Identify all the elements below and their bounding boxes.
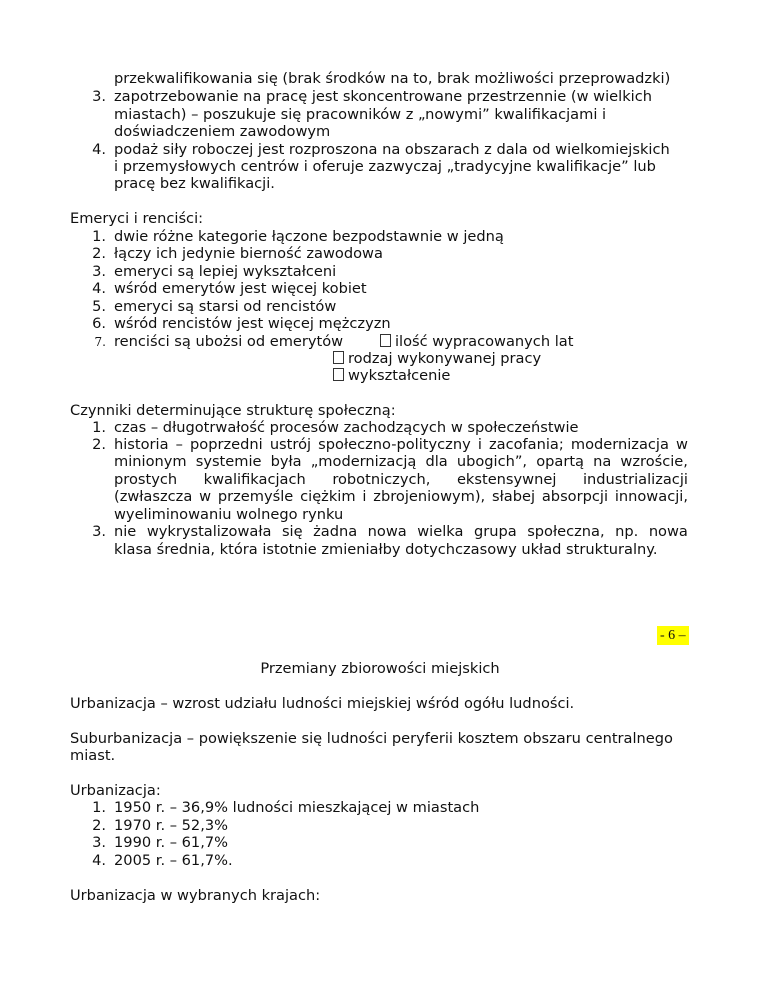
urbanizacja-heading: Urbanizacja: — [70, 782, 161, 799]
definition-suburbanizacja-line: miast. — [70, 747, 116, 764]
list-item: 2005 r. – 61,7%. — [114, 852, 233, 869]
list-number: 2. — [92, 245, 106, 262]
list-item: 1970 r. – 52,3% — [114, 817, 229, 834]
list-item-line: nie wykrystalizowała się żadna nowa wielka grupa społeczna, np. nowa — [114, 523, 688, 540]
page-number: - 6 – — [657, 626, 689, 645]
list-number: 3. — [92, 263, 106, 280]
list-item-line: miastach) – poszukuje się pracowników z „nowymi” kwalifikacjami i — [114, 106, 607, 123]
list-item: wśród emerytów jest więcej kobiet — [114, 280, 367, 297]
factor-item — [333, 350, 541, 368]
list-item-line: minionym systemie była „modernizacją dla ubogich”, opartą na wzroście, — [114, 453, 688, 470]
list-number: 2. — [92, 817, 106, 834]
list-number: 6. — [92, 315, 106, 332]
list-number: 3. — [92, 834, 106, 851]
list-number: 1. — [92, 419, 106, 436]
list-item-continuation: przekwalifikowania się (brak środków na to, brak możliwości przeprowadzki) — [114, 70, 671, 87]
list-item-line: pracę bez kwalifikacji. — [114, 175, 275, 192]
list-item-line: zapotrzebowanie na pracę jest skoncentrowane przestrzennie (w wielkich — [114, 88, 652, 105]
list-item-line: (zwłaszcza w przemyśle ciężkim i zbrojeniowym), słabej absorpcji innowacji, — [114, 488, 688, 505]
section-heading-emeryci: Emeryci i renciści: — [70, 210, 204, 227]
list-number: 1. — [92, 228, 106, 245]
list-number: 5. — [92, 298, 106, 315]
section-heading-czynniki: Czynniki determinujące strukturę społeczną: — [70, 402, 396, 419]
list-item-line: podaż siły roboczej jest rozproszona na obszarach z dala od wielkomiejskich — [114, 141, 670, 158]
arrow-glyph-icon — [333, 368, 344, 381]
list-number: 4. — [92, 141, 106, 158]
list-number: 3. — [92, 88, 106, 105]
factor-text: wykształcenie — [348, 367, 451, 384]
list-number: 2. — [92, 436, 106, 453]
list-item-line: wyeliminowaniu wolnego rynku — [114, 506, 344, 523]
definition-urbanizacja: Urbanizacja – wzrost udziału ludności miejskiej wśród ogółu ludności. — [70, 695, 575, 712]
list-item-line: klasa średnia, która istotnie zmieniałby dotychczasowy układ strukturalny. — [114, 541, 658, 558]
arrow-glyph-icon — [333, 351, 344, 364]
list-number: 4. — [92, 852, 106, 869]
arrow-glyph-icon — [380, 334, 391, 347]
factor-item — [380, 333, 573, 351]
list-item: czas – długotrwałość procesów zachodzących w społeczeństwie — [114, 419, 579, 436]
factor-text: ilość wypracowanych lat — [395, 333, 574, 350]
list-item: łączy ich jedynie bierność zawodowa — [114, 245, 383, 262]
list-item-line: historia – poprzedni ustrój społeczno-polityczny i zacofania; modernizacja w — [114, 436, 688, 453]
list-item: dwie różne kategorie łączone bezpodstawnie w jedną — [114, 228, 504, 245]
definition-suburbanizacja-line: Suburbanizacja – powiększenie się ludności peryferii kosztem obszaru centralnego — [70, 730, 673, 747]
list-item-line: prostych kwalifikacjach robotniczych, ekstensywnej industrializacji — [114, 471, 688, 488]
factor-text: rodzaj wykonywanej pracy — [348, 350, 542, 367]
list-item-line: i przemysłowych centrów i oferuje zazwyczaj „tradycyjne kwalifikacje” lub — [114, 158, 656, 175]
list-number: 1. — [92, 799, 106, 816]
list-item: renciści są ubożsi od emerytów — [114, 333, 344, 350]
list-item: emeryci są starsi od rencistów — [114, 298, 337, 315]
list-number: 4. — [92, 280, 106, 297]
list-number: 7. — [94, 335, 106, 349]
list-item: wśród rencistów jest więcej mężczyzn — [114, 315, 391, 332]
list-item: emeryci są lepiej wykształceni — [114, 263, 337, 280]
list-item-line: doświadczeniem zawodowym — [114, 123, 331, 140]
countries-heading: Urbanizacja w wybranych krajach: — [70, 887, 321, 904]
section-title: Przemiany zbiorowości miejskich — [260, 660, 500, 677]
list-number: 3. — [92, 523, 106, 540]
list-item: 1950 r. – 36,9% ludności mieszkającej w miastach — [114, 799, 480, 816]
factor-item — [333, 367, 450, 385]
list-item: 1990 r. – 61,7% — [114, 834, 229, 851]
